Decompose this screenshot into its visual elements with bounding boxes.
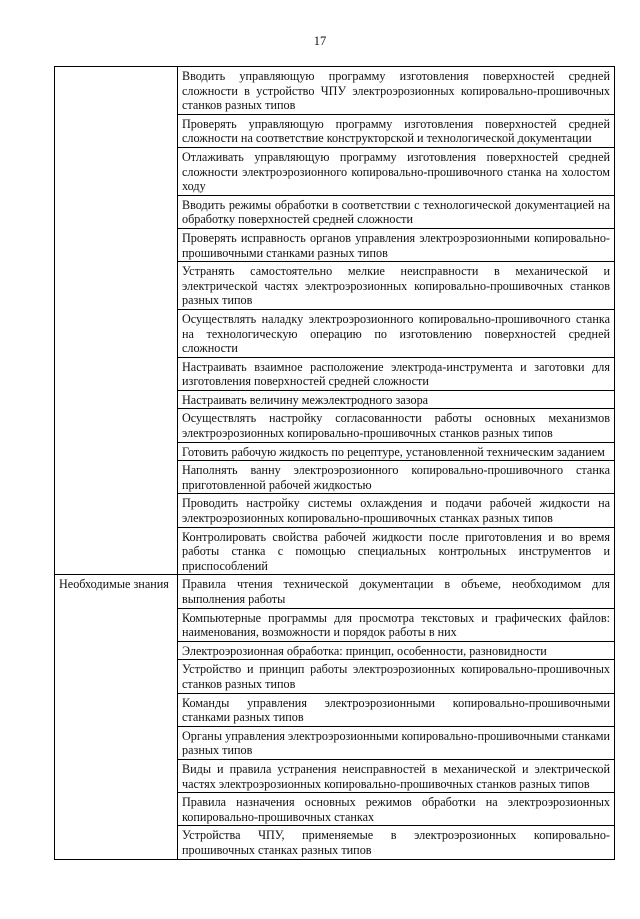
item-cell: Настраивать взаимное расположение электрода-инструмента и заготовки для изготовления поверхностей средней сложности [178, 357, 615, 390]
item-cell: Наполнять ванну электроэрозионного копировально-прошивочного станка приготовленной рабочей жидкостью [178, 461, 615, 494]
table-row [55, 67, 615, 115]
item-cell: Устранять самостоятельно мелкие неисправности в механической и электрической частях электроэрозионных копировально-прошивочных станков разных типов [178, 262, 615, 310]
item-cell: Проводить настройку системы охлаждения и подачи рабочей жидкости на электроэрозионных копировально-прошивочных станках разных типов [178, 494, 615, 527]
item-cell: Компьютерные программы для просмотра текстовых и графических файлов: наименования, возможности и порядок работы в них [178, 608, 615, 641]
item-cell: Правила чтения технической документации в объеме, необходимом для выполнения работы [178, 575, 615, 608]
item-cell: Вводить режимы обработки в соответствии с технологической документацией на обработку поверхностей средней сложности [178, 195, 615, 228]
item-cell: Правила назначения основных режимов обработки на электроэрозионных копировально-прошивочных станках [178, 793, 615, 826]
category-cell [55, 67, 178, 575]
item-cell: Отлаживать управляющую программу изготовления поверхностей средней сложности электроэрозионного копировально-прошивочного станка на холостом ходу [178, 147, 615, 195]
requirements-table-body [55, 67, 615, 860]
item-cell: Проверять управляющую программу изготовления поверхностей средней сложности на соответствие конструкторской и технологической документации [178, 114, 615, 147]
item-cell: Настраивать величину межэлектродного зазора [178, 390, 615, 409]
item-cell: Устройство и принцип работы электроэрозионных копировально-прошивочных станков разных типов [178, 660, 615, 693]
item-cell: Электроэрозионная обработка: принцип, особенности, разновидности [178, 641, 615, 660]
page-number: 17 [313, 34, 327, 48]
category-cell: Необходимые знания [55, 575, 178, 859]
item-cell: Устройства ЧПУ, применяемые в электроэрозионных копировально-прошивочных станках разных типов [178, 826, 615, 859]
requirements-table [54, 66, 615, 860]
item-cell: Органы управления электроэрозионными копировально-прошивочными станками разных типов [178, 726, 615, 759]
item-cell: Команды управления электроэрозионными копировально-прошивочными станками разных типов [178, 693, 615, 726]
item-cell: Готовить рабочую жидкость по рецептуре, установленной техническим заданием [178, 442, 615, 461]
item-cell: Проверять исправность органов управления электроэрозионными копировально-прошивочными станками разных типов [178, 228, 615, 261]
item-cell: Контролировать свойства рабочей жидкости после приготовления и во время работы станка с помощью специальных контрольных инструментов и приспособлений [178, 527, 615, 575]
item-cell: Осуществлять настройку согласованности работы основных механизмов электроэрозионных копировально-прошивочных станков разных типов [178, 409, 615, 442]
table-row [55, 575, 615, 608]
item-cell: Виды и правила устранения неисправностей в механической и электрической частях электроэрозионных копировально-прошивочных станков разных типов [178, 759, 615, 792]
item-cell: Вводить управляющую программу изготовления поверхностей средней сложности в устройство ЧПУ электроэрозионных копировально-прошивочных станков разных типов [178, 67, 615, 115]
item-cell: Осуществлять наладку электроэрозионного копировально-прошивочного станка на технологическую операцию по изготовлению поверхностей средней сложности [178, 309, 615, 357]
